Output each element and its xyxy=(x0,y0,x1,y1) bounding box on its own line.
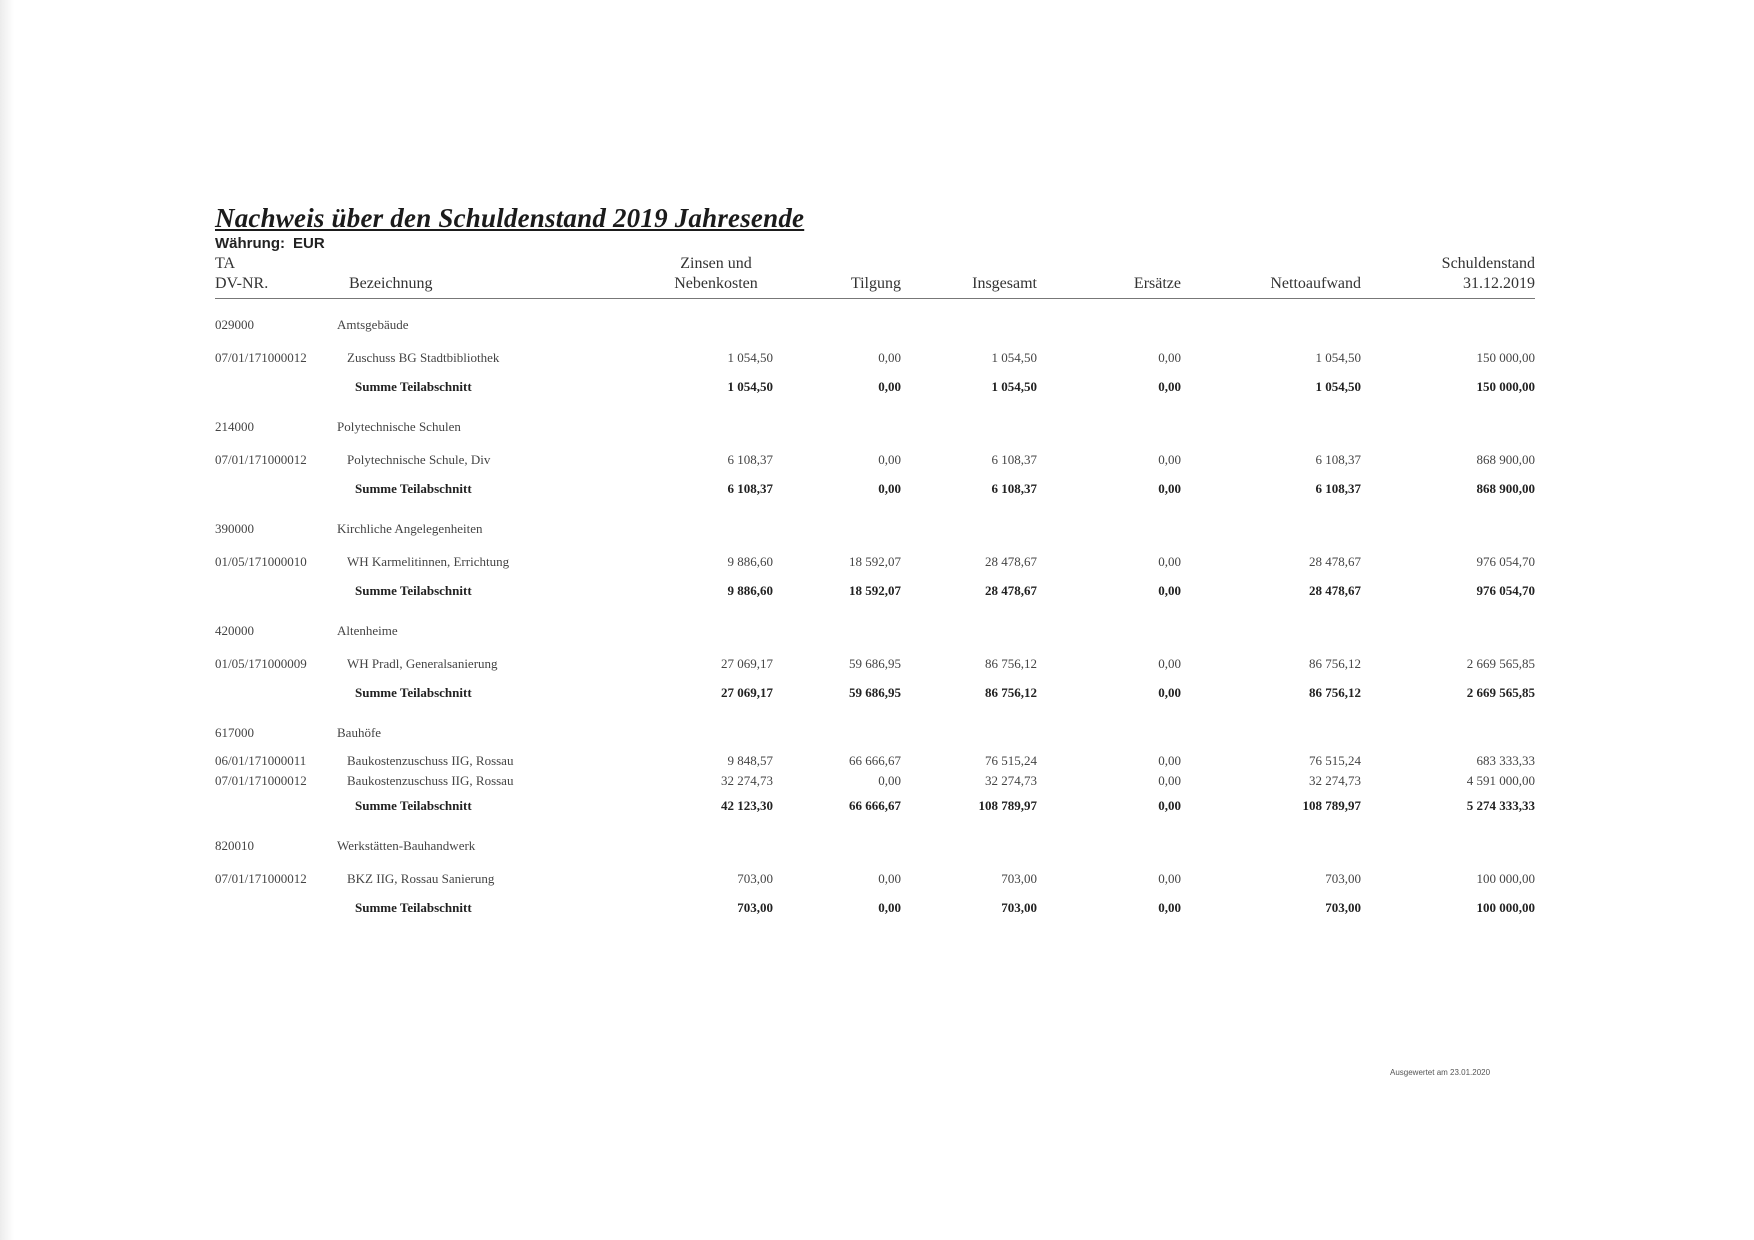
subtotal-label: Summe Teilabschnitt xyxy=(355,899,472,915)
subtotal-zinsen: 27 069,17 xyxy=(721,684,773,700)
empty-cell xyxy=(215,372,337,401)
subtotal-netto: 6 108,37 xyxy=(1315,480,1361,496)
dv-number: 01/05/171000009 xyxy=(215,655,307,671)
section-code: 617000 xyxy=(215,725,254,740)
empty-cell xyxy=(637,503,795,547)
value-insgesamt: 1 054,50 xyxy=(991,349,1037,365)
document-title: Nachweis über den Schuldenstand 2019 Jahresende xyxy=(215,203,805,233)
empty-cell xyxy=(919,401,1059,445)
subtotal-netto: 1 054,50 xyxy=(1315,378,1361,394)
currency-line xyxy=(215,234,1535,254)
empty-cell xyxy=(1361,707,1535,751)
subtotal-tilgung: 59 686,95 xyxy=(849,684,901,700)
item-description: BKZ IIG, Rossau Sanierung xyxy=(347,870,495,886)
value-ersaetze: 0,00 xyxy=(1158,349,1181,365)
value-schulden: 150 000,00 xyxy=(1476,349,1535,365)
value-ersaetze: 0,00 xyxy=(1158,870,1181,886)
value-netto: 86 756,12 xyxy=(1309,655,1361,671)
item-description: Baukostenzuschuss IIG, Rossau xyxy=(347,773,514,788)
table-row xyxy=(215,445,1535,474)
section-name: Polytechnische Schulen xyxy=(337,419,461,434)
section-name: Amtsgebäude xyxy=(337,317,409,332)
subtotal-schulden: 100 000,00 xyxy=(1476,899,1535,915)
subtotal-schulden: 976 054,70 xyxy=(1476,582,1535,598)
empty-cell xyxy=(919,605,1059,649)
currency-value: EUR xyxy=(292,235,325,252)
subtotal-zinsen: 42 123,30 xyxy=(721,797,773,813)
table-row xyxy=(215,343,1535,372)
subtotal-row xyxy=(215,474,1535,503)
table-row xyxy=(215,751,1535,771)
evaluation-date-note: Ausgewertet am 23.01.2020 xyxy=(1390,1068,1491,1077)
header-zinsen: Zinsen und Nebenkosten xyxy=(637,254,795,299)
empty-cell xyxy=(1059,401,1189,445)
value-zinsen: 703,00 xyxy=(737,870,773,886)
value-insgesamt: 86 756,12 xyxy=(985,655,1037,671)
empty-cell xyxy=(637,401,795,445)
value-insgesamt: 6 108,37 xyxy=(991,451,1037,467)
subtotal-tilgung: 0,00 xyxy=(878,480,901,496)
table-body xyxy=(215,299,1535,923)
subtotal-ersaetze: 0,00 xyxy=(1158,797,1181,813)
dv-number: 06/01/171000011 xyxy=(215,753,307,768)
item-description: WH Pradl, Generalsanierung xyxy=(347,655,498,671)
section-code: 390000 xyxy=(215,521,254,536)
header-ersaetze: Ersätze xyxy=(1059,254,1189,299)
empty-cell xyxy=(637,299,795,344)
section-name: Bauhöfe xyxy=(337,725,382,740)
subtotal-insgesamt: 86 756,12 xyxy=(985,684,1037,700)
subtotal-row xyxy=(215,678,1535,707)
subtotal-zinsen: 9 886,60 xyxy=(727,582,773,598)
table-row xyxy=(215,547,1535,576)
value-ersaetze: 0,00 xyxy=(1158,773,1181,788)
value-tilgung: 18 592,07 xyxy=(849,553,901,569)
section-header-row xyxy=(215,605,1535,649)
header-insgesamt: Insgesamt xyxy=(919,254,1059,299)
empty-cell xyxy=(637,820,795,864)
header-bezeichnung: Bezeichnung xyxy=(337,254,637,299)
subtotal-tilgung: 0,00 xyxy=(878,899,901,915)
value-netto: 1 054,50 xyxy=(1315,349,1361,365)
subtotal-row xyxy=(215,372,1535,401)
empty-cell xyxy=(1059,299,1189,344)
empty-cell xyxy=(215,576,337,605)
empty-cell xyxy=(1361,299,1535,344)
subtotal-schulden: 2 669 565,85 xyxy=(1466,684,1535,700)
empty-cell xyxy=(919,820,1059,864)
value-tilgung: 0,00 xyxy=(878,870,901,886)
subtotal-zinsen: 703,00 xyxy=(737,899,773,915)
empty-cell xyxy=(1189,605,1361,649)
value-schulden: 683 333,33 xyxy=(1476,753,1535,768)
value-zinsen: 1 054,50 xyxy=(727,349,773,365)
section-header-row xyxy=(215,503,1535,547)
subtotal-label: Summe Teilabschnitt xyxy=(355,684,472,700)
dv-number: 01/05/171000010 xyxy=(215,553,307,569)
empty-cell xyxy=(919,707,1059,751)
value-insgesamt: 703,00 xyxy=(1001,870,1037,886)
header-tilgung: Tilgung xyxy=(795,254,919,299)
table-header xyxy=(215,254,1535,299)
item-description: Zuschuss BG Stadtbibliothek xyxy=(347,349,500,365)
dv-number: 07/01/171000012 xyxy=(215,451,307,467)
subtotal-row xyxy=(215,791,1535,820)
value-insgesamt: 28 478,67 xyxy=(985,553,1037,569)
value-zinsen: 32 274,73 xyxy=(721,773,773,788)
section-header-row xyxy=(215,820,1535,864)
empty-cell xyxy=(919,299,1059,344)
subtotal-ersaetze: 0,00 xyxy=(1158,684,1181,700)
subtotal-zinsen: 6 108,37 xyxy=(727,480,773,496)
value-schulden: 2 669 565,85 xyxy=(1466,655,1535,671)
empty-cell xyxy=(1189,299,1361,344)
debt-ledger-table xyxy=(215,254,1535,922)
section-code: 820010 xyxy=(215,838,254,853)
empty-cell xyxy=(795,820,919,864)
section-name: Kirchliche Angelegenheiten xyxy=(337,521,483,536)
section-header-row xyxy=(215,299,1535,344)
subtotal-schulden: 868 900,00 xyxy=(1476,480,1535,496)
subtotal-label: Summe Teilabschnitt xyxy=(355,378,472,394)
empty-cell xyxy=(1189,707,1361,751)
header-schuldenstand: Schuldenstand 31.12.2019 xyxy=(1361,254,1535,299)
value-zinsen: 27 069,17 xyxy=(721,655,773,671)
document-page xyxy=(215,202,1535,922)
table-row xyxy=(215,864,1535,893)
header-dv-nr: TA DV-NR. xyxy=(215,254,337,299)
value-schulden: 100 000,00 xyxy=(1476,870,1535,886)
subtotal-schulden: 5 274 333,33 xyxy=(1466,797,1535,813)
subtotal-netto: 28 478,67 xyxy=(1309,582,1361,598)
empty-cell xyxy=(1189,401,1361,445)
subtotal-schulden: 150 000,00 xyxy=(1476,378,1535,394)
currency-label: Währung: xyxy=(215,235,285,252)
value-zinsen: 9 848,57 xyxy=(727,753,773,768)
value-ersaetze: 0,00 xyxy=(1158,753,1181,768)
subtotal-tilgung: 0,00 xyxy=(878,378,901,394)
value-zinsen: 9 886,60 xyxy=(727,553,773,569)
section-header-row xyxy=(215,707,1535,751)
value-netto: 76 515,24 xyxy=(1309,753,1361,768)
value-ersaetze: 0,00 xyxy=(1158,655,1181,671)
item-description: WH Karmelitinnen, Errichtung xyxy=(347,553,510,569)
empty-cell xyxy=(1361,503,1535,547)
subtotal-insgesamt: 6 108,37 xyxy=(991,480,1037,496)
subtotal-netto: 86 756,12 xyxy=(1309,684,1361,700)
value-netto: 6 108,37 xyxy=(1315,451,1361,467)
subtotal-row xyxy=(215,576,1535,605)
subtotal-row xyxy=(215,893,1535,922)
empty-cell xyxy=(795,503,919,547)
value-netto: 32 274,73 xyxy=(1309,773,1361,788)
subtotal-label: Summe Teilabschnitt xyxy=(355,797,472,813)
subtotal-netto: 108 789,97 xyxy=(1302,797,1361,813)
empty-cell xyxy=(215,474,337,503)
value-insgesamt: 76 515,24 xyxy=(985,753,1037,768)
section-code: 029000 xyxy=(215,317,254,332)
value-ersaetze: 0,00 xyxy=(1158,553,1181,569)
header-nettoaufwand: Nettoaufwand xyxy=(1189,254,1361,299)
subtotal-netto: 703,00 xyxy=(1325,899,1361,915)
empty-cell xyxy=(1059,707,1189,751)
empty-cell xyxy=(637,707,795,751)
empty-cell xyxy=(215,791,337,820)
item-description: Baukostenzuschuss IIG, Rossau xyxy=(347,753,514,768)
subtotal-ersaetze: 0,00 xyxy=(1158,378,1181,394)
empty-cell xyxy=(215,678,337,707)
subtotal-zinsen: 1 054,50 xyxy=(727,378,773,394)
subtotal-insgesamt: 703,00 xyxy=(1001,899,1037,915)
subtotal-label: Summe Teilabschnitt xyxy=(355,582,472,598)
empty-cell xyxy=(1361,820,1535,864)
value-netto: 703,00 xyxy=(1325,870,1361,886)
empty-cell xyxy=(795,299,919,344)
section-name: Altenheime xyxy=(337,623,398,638)
empty-cell xyxy=(215,893,337,922)
table-row xyxy=(215,649,1535,678)
empty-cell xyxy=(1059,605,1189,649)
empty-cell xyxy=(1059,503,1189,547)
value-tilgung: 59 686,95 xyxy=(849,655,901,671)
dv-number: 07/01/171000012 xyxy=(215,349,307,365)
section-code: 214000 xyxy=(215,419,254,434)
section-name: Werkstätten-Bauhandwerk xyxy=(337,838,476,853)
empty-cell xyxy=(795,605,919,649)
value-insgesamt: 32 274,73 xyxy=(985,773,1037,788)
dv-number: 07/01/171000012 xyxy=(215,870,307,886)
section-code: 420000 xyxy=(215,623,254,638)
subtotal-ersaetze: 0,00 xyxy=(1158,480,1181,496)
value-netto: 28 478,67 xyxy=(1309,553,1361,569)
subtotal-tilgung: 18 592,07 xyxy=(849,582,901,598)
value-schulden: 868 900,00 xyxy=(1476,451,1535,467)
page-edge-shadow xyxy=(0,0,14,1240)
value-tilgung: 0,00 xyxy=(878,451,901,467)
empty-cell xyxy=(795,401,919,445)
value-schulden: 976 054,70 xyxy=(1476,553,1535,569)
empty-cell xyxy=(919,503,1059,547)
value-tilgung: 0,00 xyxy=(878,773,901,788)
empty-cell xyxy=(1189,820,1361,864)
empty-cell xyxy=(795,707,919,751)
empty-cell xyxy=(637,605,795,649)
empty-cell xyxy=(1189,503,1361,547)
subtotal-ersaetze: 0,00 xyxy=(1158,582,1181,598)
value-zinsen: 6 108,37 xyxy=(727,451,773,467)
value-tilgung: 0,00 xyxy=(878,349,901,365)
empty-cell xyxy=(1361,605,1535,649)
subtotal-tilgung: 66 666,67 xyxy=(849,797,901,813)
subtotal-label: Summe Teilabschnitt xyxy=(355,480,472,496)
empty-cell xyxy=(1361,401,1535,445)
table-row xyxy=(215,771,1535,791)
subtotal-ersaetze: 0,00 xyxy=(1158,899,1181,915)
section-header-row xyxy=(215,401,1535,445)
dv-number: 07/01/171000012 xyxy=(215,773,307,788)
subtotal-insgesamt: 108 789,97 xyxy=(978,797,1037,813)
empty-cell xyxy=(1059,820,1189,864)
value-schulden: 4 591 000,00 xyxy=(1466,773,1535,788)
value-ersaetze: 0,00 xyxy=(1158,451,1181,467)
value-tilgung: 66 666,67 xyxy=(849,753,901,768)
item-description: Polytechnische Schule, Div xyxy=(347,451,491,467)
subtotal-insgesamt: 28 478,67 xyxy=(985,582,1037,598)
subtotal-insgesamt: 1 054,50 xyxy=(991,378,1037,394)
